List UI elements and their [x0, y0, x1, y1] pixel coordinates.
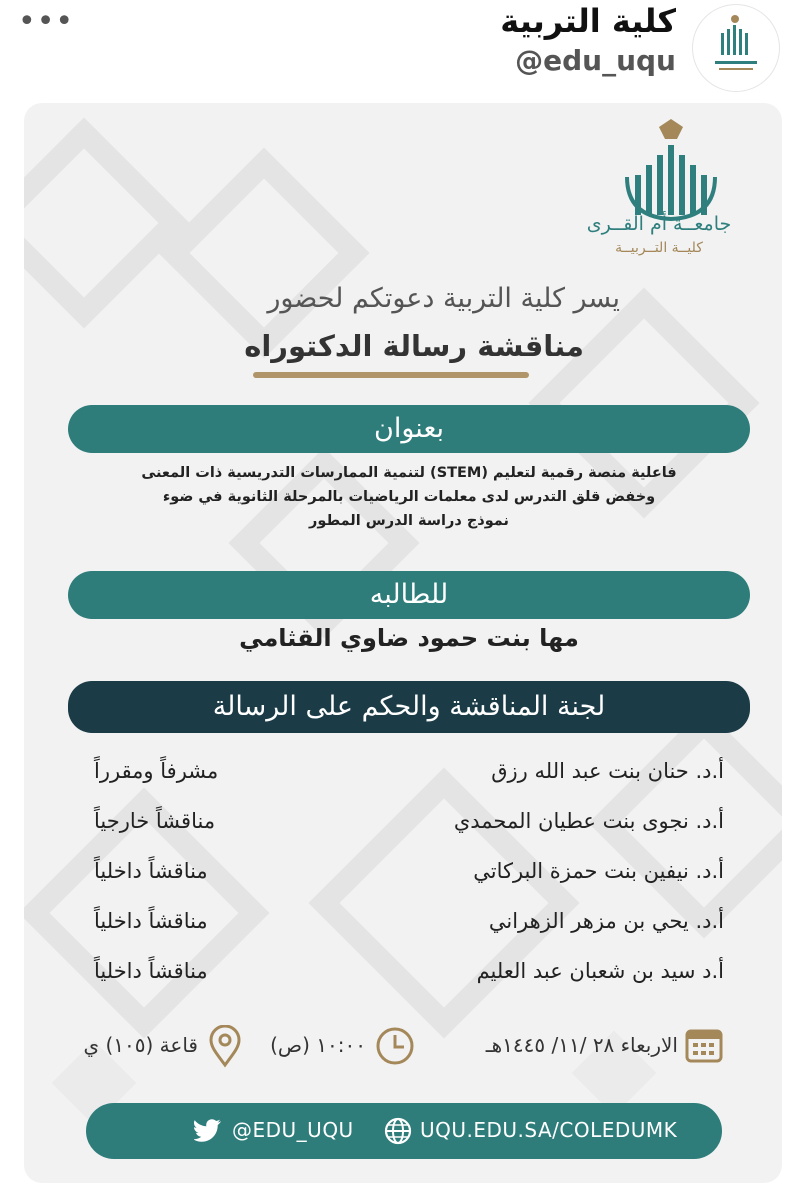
twitter-handle-link[interactable]: @EDU_UQU [232, 1118, 354, 1142]
location-pin-icon [208, 1025, 242, 1069]
clock-icon [374, 1025, 416, 1067]
event-time: ١٠:٠٠ (ص) [270, 1033, 366, 1057]
contact-bar [86, 1103, 722, 1159]
gold-divider [253, 372, 529, 378]
thesis-title-line: وخفض قلق التدرس لدى معلمات الرياضيات بالمرحلة الثانوية في ضوء [162, 489, 656, 505]
committee-member [94, 909, 724, 949]
student-heading: للطالبه [68, 571, 750, 619]
account-name[interactable]: كلية التربية [500, 2, 676, 40]
student-name: مها بنت حمود ضاوي القثامي [239, 624, 579, 652]
avatar[interactable] [692, 4, 780, 92]
tweet-header [0, 0, 804, 95]
event-room: قاعة (١٠٥) ي [83, 1033, 198, 1057]
more-options-button[interactable]: ••• [18, 4, 75, 39]
calendar-icon [684, 1025, 724, 1065]
member-name: أ.د. حنان بنت عبد الله رزق [491, 759, 724, 783]
thesis-title-line: نموذج دراسة الدرس المطور [309, 513, 509, 529]
member-role: مناقشاً داخلياً [94, 909, 208, 933]
committee-member [94, 859, 724, 899]
member-name: أ.د سيد بن شعبان عبد العليم [476, 959, 724, 983]
member-role: مشرفاً ومقرراً [94, 759, 219, 783]
member-role: مناقشاً داخلياً [94, 859, 208, 883]
committee-member [94, 759, 724, 799]
thesis-title [84, 461, 734, 533]
member-role: مناقشاً خارجياً [94, 809, 216, 833]
account-handle[interactable]: @edu_uqu [515, 44, 676, 77]
globe-icon [384, 1117, 412, 1145]
thesis-type-heading: مناقشة رسالة الدكتوراه [244, 329, 584, 363]
member-name: أ.د. نجوى بنت عطيان المحمدي [453, 809, 724, 833]
logo-text-college: كليــة التــربيــة [615, 240, 703, 256]
website-link[interactable]: UQU.EDU.SA/COLEDUMK [420, 1118, 678, 1142]
logo-text-university: جامعــة أم القــرى [586, 213, 732, 235]
member-role: مناقشاً داخلياً [94, 959, 208, 983]
event-date: الاربعاء ٢٨ /١١/ ١٤٤٥هـ [485, 1033, 678, 1057]
committee-member [94, 959, 724, 999]
thesis-title-line: فاعلية منصة رقمية لتعليم (STEM) لتنمية الممارسات التدريسية ذات المعنى [141, 465, 677, 481]
committee-heading: لجنة المناقشة والحكم على الرسالة [68, 681, 750, 733]
university-logo-icon [693, 5, 779, 91]
invitation-text: يسر كلية التربية دعوتكم لحضور [267, 283, 620, 314]
invitation-poster [24, 103, 782, 1183]
member-name: أ.د. يحي بن مزهر الزهراني [488, 909, 724, 933]
member-name: أ.د. نيفين بنت حمزة البركاتي [473, 859, 724, 883]
committee-member [94, 809, 724, 849]
title-heading: بعنوان [68, 405, 750, 453]
twitter-icon [194, 1118, 222, 1142]
